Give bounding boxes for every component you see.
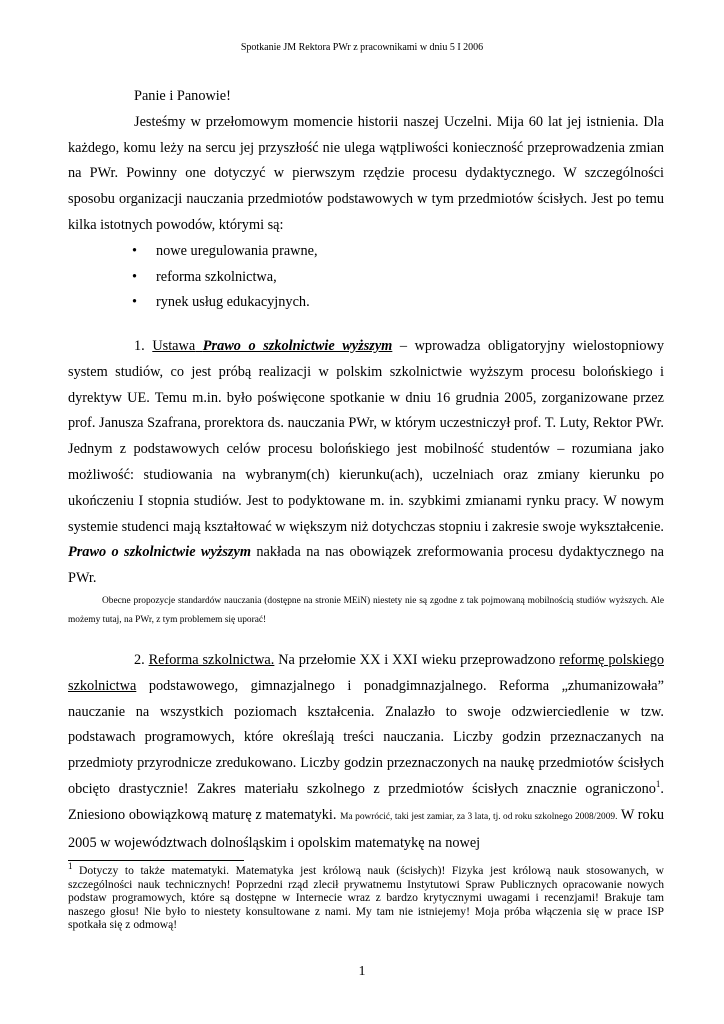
section-2-paragraph: 2. Reforma szkolnictwa. Na przełomie XX i XXI wieku przeprowadzono reformę polskiego szkolnictwa podstawowego, gimnazjalnego i ponadgimnazjalnego. Reforma „zhumanizowała” nauczanie na wszystkich poziomach kształcenia. Znalazło to swoje odzwierciedlenie w tzw. podstawach programowych, które określają treści nauczania. Liczby godzin przeznaczanych na przedmioty przyrodnicze zredukowano. Liczby godzin przeznaczonych na naukę przedmiotów ścisłych obcięto drastycznie! Zakres materiału szkolnego z przedmiotów ścisłych znacznie ograniczono$^1$. Zniesiono obowiązkową maturę z matematyki. Ma powrócić, taki jest zamiar, za 3 lata, tj. od roku szkolnego 2008/2009. W roku 2005 w województwach dolnośląskim i opolskim matematykę na nowej: [68, 652, 665, 851]
running-header: Spotkanie JM Rektora PWr z pracownikami w dniu 5 I 2006: [240, 42, 484, 53]
section-2: [68, 648, 664, 856]
law-title-repeat: Prawo o szkolnictwie wyższym: [68, 544, 251, 561]
section-1-paragraph: 1. Ustawa Prawo o szkolnictwie wyższym – wprowadza obligatoryjny wielostopniowy system studiów, co jest próbą realizacji w polskim szkolnictwie wyższym procesu bolońskiego i dyrektyw UE. Temu m.in. było poświęcone spotkanie w dniu 16 grudnia 2005, zorganizowane przez prof. Janusza Szafrana, prorektora ds. nauczania PWr, w którym uczestniczył prof. T. Luty, Rektor PWr. Jednym z podstawowych celów procesu bolońskiego jest mobilność studentów – rozumiana jako możliwość: studiowania na wybranym(ch) kierunku(ach), uczelniach oraz zmiany kierunku po ukończeniu I stopnia studiów. Jest to podyktowane m. in. szybkimi zmianami rynku pracy. W nowym systemie studenci mają kształtować w większym niż dotychczas stopniu i zakresie swoje wykształcenie. Prawo o szkolnictwie wyższym nakłada na nas obowiązek zreformowania procesu dydaktycznego na PWr.: [68, 338, 665, 587]
bullet-icon: •: [132, 294, 138, 311]
reform-link[interactable]: reformę polskiego szkolnictwa: [68, 652, 664, 694]
matura-note: Ma powrócić, taki jest zamiar, za 3 lata, tj. od roku szkolnego 2008/2009.: [340, 811, 618, 822]
reasons-list: [68, 239, 664, 316]
list-item: • nowe uregulowania prawne,: [68, 239, 664, 265]
bullet-icon: •: [132, 268, 138, 285]
footnote-mark: 1: [68, 861, 73, 872]
footnote-separator: [68, 860, 244, 861]
footnote-text: Dotyczy to także matematyki. Matematyka jest królową nauk (ścisłych)! Fizyka jest królową nauk stosowanych, w szczególności nauk technicznych! Poprzedni rząd zlecił prywatnemu Instytutowi Spraw Publicznych opracowanie nowych podstaw programowych, które są dostępne w Internecie wraz z bardzo krytycznymi uwagami i recenzjami! Brakuje tam naszego głosu! Nie było to niestety konsultowane z nami. My tam nie istniejemy! Moja próba włączenia się w prace ISP spotkała się z odmową!: [68, 864, 664, 932]
list-item: • reforma szkolnictwa,: [68, 265, 664, 291]
section-number: 1.: [134, 338, 145, 354]
footnote: [68, 861, 664, 932]
page-number: 1: [358, 964, 366, 979]
intro-paragraph: Jesteśmy w przełomowym momencie historii naszej Uczelni. Mija 60 lat jej istnienia. Dla każdego, komu leży na sercu jej przyszłość nie ulega wątpliwości konieczność przeprowadzenia zmian na PWr. Powinny one dotyczyć w pierwszym rzędzie procesu dydaktycznego. W szczególności sposobu organizacji nauczania przedmiotów podstawowych w tym przedmiotów ścisłych. Jest po temu kilka istotnych powodów, którymi są:: [68, 113, 664, 233]
section-number: 2.: [134, 652, 145, 668]
section-heading: Reforma szkolnictwa.: [148, 652, 275, 668]
greeting: Panie i Panowie!: [134, 88, 231, 104]
footnote-ref[interactable]: 1: [655, 779, 661, 790]
law-title: Prawo o szkolnictwie wyższym: [202, 338, 393, 354]
section-lead: Ustawa: [152, 338, 196, 354]
list-item: • rynek usług edukacyjnych.: [68, 290, 664, 316]
bullet-icon: •: [132, 242, 138, 259]
section-1-note: Obecne propozycje standardów nauczania (dostępne na stronie MEiN) niestety nie są zgodne z tak pojmowaną mobilnością studiów wyższych. Ale możemy tutaj, na PWr, z tym problemem się uporać!: [68, 595, 664, 625]
intro-block: [68, 84, 664, 316]
section-1: [68, 334, 664, 630]
